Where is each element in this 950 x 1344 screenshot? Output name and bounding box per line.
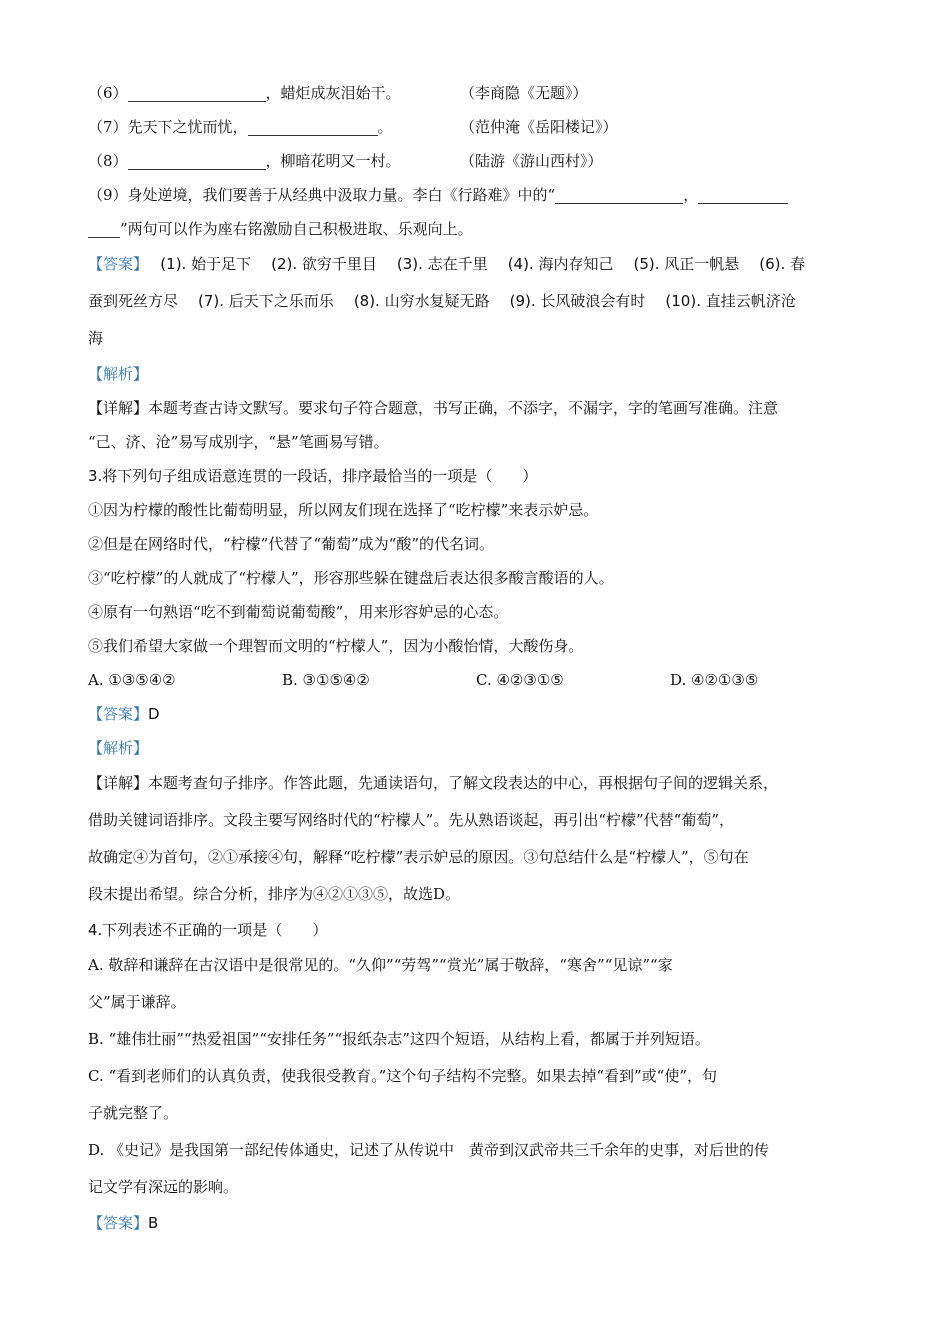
q3-sentence: ③“吃柠檬”的人就成了“柠檬人”，形容那些躲在键盘后表达很多酸言酸语的人。 (88, 569, 614, 587)
fill-blank[interactable] (698, 183, 788, 204)
fill-blank[interactable] (248, 115, 378, 136)
analysis-heading: 【解析】 (88, 365, 149, 383)
q2-answer-line-3: 海 (88, 329, 104, 347)
q4-line: A. 敬辞和谦辞在古汉语中是很常见的。“久仰”“劳驾”“赏光”属于敬辞，“寒舍”“见谅”“家 (88, 956, 673, 974)
q4-line: 父”属于谦辞。 (88, 993, 186, 1011)
q3-title: 3.将下列句子组成语意连贯的一段话，排序最恰当的一项是（ ） (88, 467, 538, 485)
poem-line-6: （6） ，蜡炬成灰泪始干。 （李商隐《无题》） (88, 76, 864, 110)
q4-title: 4.下列表述不正确的一项是（ ） (88, 921, 328, 939)
fill-blank[interactable] (88, 217, 120, 238)
answer-tag: 【答案】 (88, 255, 141, 273)
document-page (88, 76, 864, 1240)
option-c[interactable]: C. ④②③①⑤ (476, 671, 564, 689)
q2-answer-line-1: 【答案】 (1). 始于足下 (2). 欲穷千里目 (3). 志在千里 (4). 海内存知己 (5). 风正一帆悬 (6). 春 (88, 255, 806, 273)
analysis-heading: 【解析】 (88, 739, 149, 757)
option-b[interactable]: B. ③①⑤④② (282, 671, 370, 689)
q3-answer: 【答案】D (88, 705, 160, 723)
q2-answer-line-2: 蚕到死丝方尽 (7). 后天下之乐而乐 (8). 山穷水复疑无路 (9). 长风破浪会有时 (10). 直挂云帆济沧 (88, 292, 796, 310)
q2-detail-line-1: 【详解】本题考查古诗文默写。要求句子符合题意，书写正确，不添字，不漏字，字的笔画写准确。注意 (88, 399, 779, 417)
poem-line-7: （7）先天下之忧而忧， 。 （范仲淹《岳阳楼记》） (88, 110, 864, 144)
option-a[interactable]: A. ①③⑤④② (88, 671, 176, 689)
q3-options (88, 663, 864, 697)
option-d[interactable]: D. ④②①③⑤ (670, 671, 759, 689)
poem-source: （范仲淹《岳阳楼记》） (460, 118, 618, 136)
poem-source: （陆游《游山西村》） (460, 152, 603, 170)
q2-detail-line-2: “己、济、沧”易写成别字，“悬”笔画易写错。 (88, 433, 389, 451)
q4-line: D. 《史记》是我国第一部纪传体通史，记述了从传说中 黄帝到汉武帝共三千余年的史事，对后世的传 (88, 1141, 770, 1159)
detail-tag: 【详解】 (88, 399, 149, 417)
fill-blank[interactable] (128, 149, 266, 170)
q3-sentence: ②但是在网络时代，“柠檬”代替了“葡萄”成为“酸”的代名词。 (88, 535, 495, 553)
q3-sentence: ⑤我们希望大家做一个理智而文明的“柠檬人”，因为小酸怡情，大酸伤身。 (88, 637, 584, 655)
poem-line-8: （8） ，柳暗花明又一村。 （陆游《游山西村》） (88, 144, 864, 178)
q3-sentence: ④原有一句熟语“吃不到葡萄说葡萄酸”，用来形容妒忌的心态。 (88, 603, 509, 621)
q3-detail-line: 段末提出希望。综合分析，排序为④②①③⑤，故选D。 (88, 885, 461, 903)
q3-detail-line: 借助关键词语排序。文段主要写网络时代的“柠檬人”。先从熟语谈起，再引出“柠檬”代替“葡萄”， (88, 811, 735, 829)
q4-line: C. “看到老师们的认真负责，使我很受教育。”这个句子结构不完整。如果去掉“看到”或“使”，句 (88, 1067, 717, 1085)
q9-line-1: （9）身处逆境，我们要善于从经典中汲取力量。李白《行路难》中的“ ， (88, 178, 864, 212)
q4-line: B. “雄伟壮丽”“热爱祖国”“安排任务”“报纸杂志”这四个短语，从结构上看，都属于并列短语。 (88, 1030, 710, 1048)
fill-blank[interactable] (555, 183, 683, 204)
q4-answer: 【答案】B (88, 1214, 159, 1232)
q3-detail-line: 故确定④为首句，②①承接④句，解释“吃柠檬”表示妒忌的原因。③句总结什么是“柠檬人”，⑤句在 (88, 848, 749, 866)
q3-sentence: ①因为柠檬的酸性比葡萄明显，所以网友们现在选择了“吃柠檬”来表示妒忌。 (88, 501, 599, 519)
q3-detail-line: 【详解】本题考查句子排序。作答此题，先通读语句，了解文段表达的中心，再根据句子间的逻辑关系， (88, 774, 779, 792)
poem-source: （李商隐《无题》） (460, 84, 588, 102)
q4-line: 子就完整了。 (88, 1104, 179, 1122)
q4-line: 记文学有深远的影响。 (88, 1178, 239, 1196)
fill-blank[interactable] (128, 81, 266, 102)
q9-line-2: ”两句可以作为座右铭激励自己积极进取、乐观向上。 (88, 212, 864, 246)
